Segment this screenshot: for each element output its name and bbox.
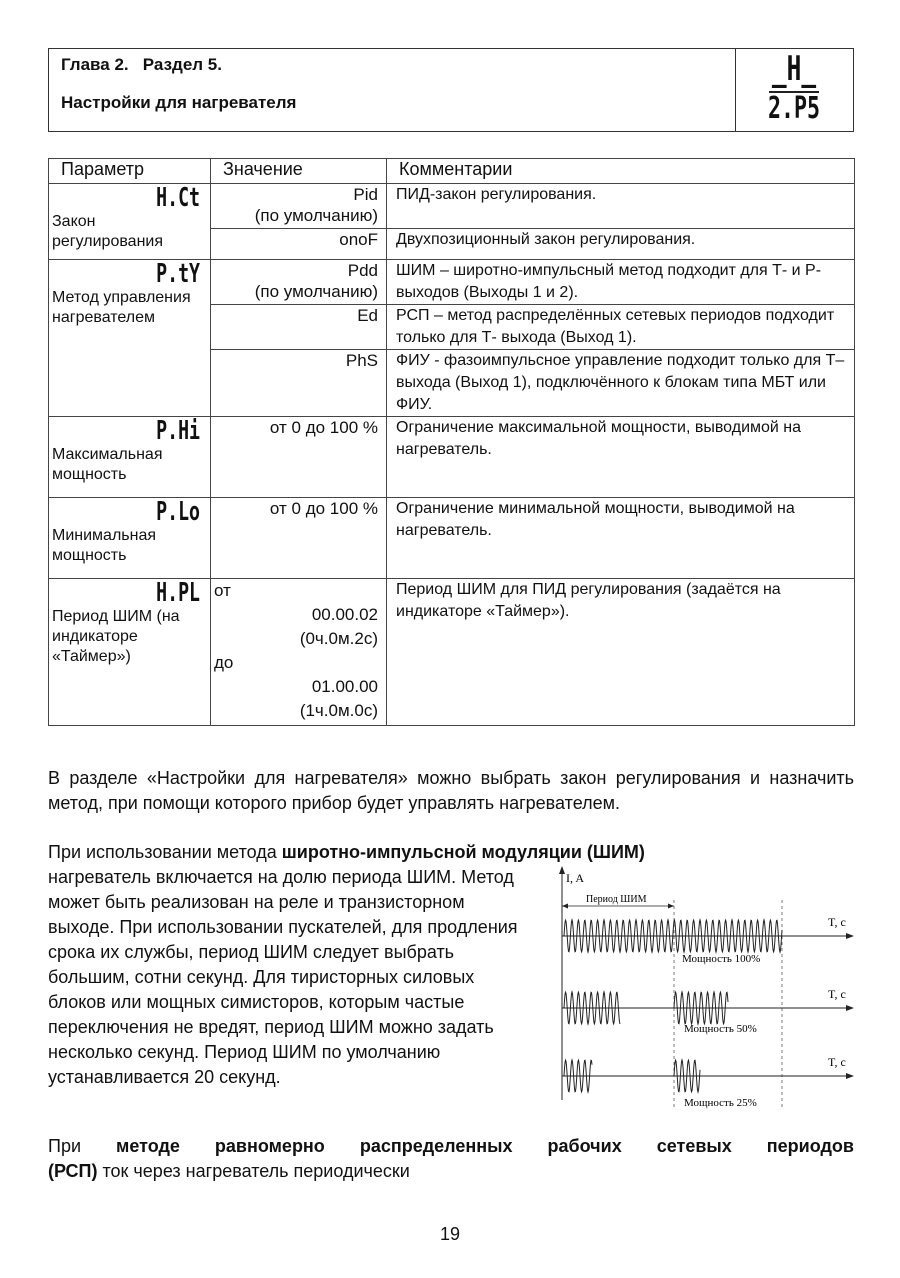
param-cell-phi [49,417,211,498]
value-cell: от 0 до 100 % [211,417,387,498]
range-from-value: 00.00.02 [311,605,378,624]
paragraph-pwm-bold: широтно-импульсной модуляции (ШИМ) [281,842,645,862]
value-text: PhS [345,351,378,370]
comment-cell: Ограничение максимальной мощности, выводимой на нагреватель. [387,417,855,498]
param-cell-hpl [49,579,211,726]
paragraph-rsp-line1 [48,1134,854,1159]
period-marker-right-arrow [668,904,674,909]
comment-cell: ФИУ - фазоимпульсное управление подходит только для Т– выхода (Выход 1), подключённого к блокам типа МБТ или ФИУ. [387,350,855,417]
section-code [735,49,853,131]
range-to-value: 01.00.00 [311,677,378,696]
period-marker-left-arrow [562,904,568,909]
parameters-table [48,158,855,726]
paragraph-pwm-heading [48,840,854,865]
column-header-comment: Комментарии [387,159,855,184]
period-label: Период ШИМ [586,894,647,905]
param-name: Минимальная мощность [52,527,157,564]
paragraph-rsp-start: При [48,1136,117,1156]
range-to-note: (1ч.0м.0с) [299,701,378,720]
paragraph-rsp-bold: методе равномерно распределенных рабочих сетевых периодов [116,1136,854,1156]
param-cell-hct [49,184,211,260]
range-to-label: до [214,653,234,672]
range-from-label: от [214,581,231,600]
param-name: Закон регулирования [52,213,164,250]
table-row [49,260,855,305]
paragraph-rsp-rest: ток через нагреватель периодически [97,1161,410,1181]
value-cell [211,305,387,350]
chapter-label: Глава 2. Раздел 5. [61,55,222,74]
value-note: (по умолчанию) [254,206,378,225]
t-axis-label: T, c [828,987,846,1001]
column-header-parameter: Параметр [49,159,211,184]
param-code: P.tY [156,259,200,289]
value-cell: от 0 до 100 % [211,498,387,579]
paragraph-pwm-body: нагреватель включается на долю периода ШИМ. Метод может быть реализован на реле и транзисторном выходе. При использовании пускателей, для продления срока их службы, период ШИМ следует выбрать большим, сотни секунд. Для тиристорных силовых блоков или мощных симисторов, которым частые переключения не вредят, период ШИМ можно задать несколько секунд. Период ШИМ по умолчанию устанавливается 20 секунд. [48,867,518,1087]
table-row [49,184,855,229]
param-code: P.Lo [156,497,200,527]
comment-cell: ПИД-закон регулирования. [387,184,855,229]
section-code-top: _H_ [771,49,817,89]
t-axis-label: T, c [828,915,846,929]
value-cell [211,260,387,305]
value-cell [211,184,387,229]
paragraph-intro: В разделе «Настройки для нагревателя» можно выбрать закон регулирования и назначить метод, при помощи которого прибор будет управлять нагревателем. [48,768,854,813]
param-cell-plo [49,498,211,579]
param-name: Метод управления нагревателем [52,289,191,326]
table-header-row [49,159,855,184]
comment-cell: Период ШИМ для ПИД регулирования (задаётся на индикаторе «Таймер»). [387,579,855,726]
param-code: H.PL [156,578,200,608]
value-text: Pdd [347,261,378,280]
page-number: 19 [439,1224,461,1244]
comment-cell: РСП – метод распределённых сетевых периодов подходит только для Т- выхода (Выход 1). [387,305,855,350]
table-row [49,579,855,726]
section-code-bottom: 2.P5 [767,91,821,126]
value-note: (по умолчанию) [254,282,378,301]
value-cell [211,579,387,726]
section-header-left [49,49,736,131]
power-100-label: Мощность 100% [682,953,761,965]
value-text: Pid [353,185,378,204]
param-code: H.Ct [156,183,200,213]
paragraph-rsp-bold2: (РСП) [48,1161,98,1181]
paragraph-pwm-start: При использовании метода [48,842,282,862]
paragraph-rsp-line2 [48,1159,854,1184]
section-header [48,48,854,132]
value-cell [211,350,387,417]
comment-cell: ШИМ – широтно-импульсный метод подходит для Т- и Р- выходов (Выходы 1 и 2). [387,260,855,305]
range-from-note: (0ч.0м.2с) [299,629,378,648]
section-title: Настройки для нагревателя [61,93,297,112]
value-cell [211,229,387,260]
pwm-diagram [550,864,860,1114]
param-name: Максимальная мощность [52,446,163,483]
y-axis-arrow [559,866,565,1100]
comment-cell: Ограничение минимальной мощности, выводимой на нагреватель. [387,498,855,579]
power-50-label: Мощность 50% [684,1023,757,1035]
t-axis-label: T, c [828,1055,846,1069]
column-header-value: Значение [211,159,387,184]
y-axis-label: I, A [566,871,584,885]
axis-25 [562,1073,854,1079]
comment-cell: Двухпозиционный закон регулирования. [387,229,855,260]
value-text: Ed [357,306,378,325]
power-25-label: Мощность 25% [684,1097,757,1109]
table-row [49,498,855,579]
table-row [49,417,855,498]
param-code: P.Hi [156,416,200,446]
param-name: Период ШИМ (на индикаторе «Таймер») [52,608,180,665]
value-text: onoF [339,230,378,249]
param-cell-pty [49,260,211,417]
